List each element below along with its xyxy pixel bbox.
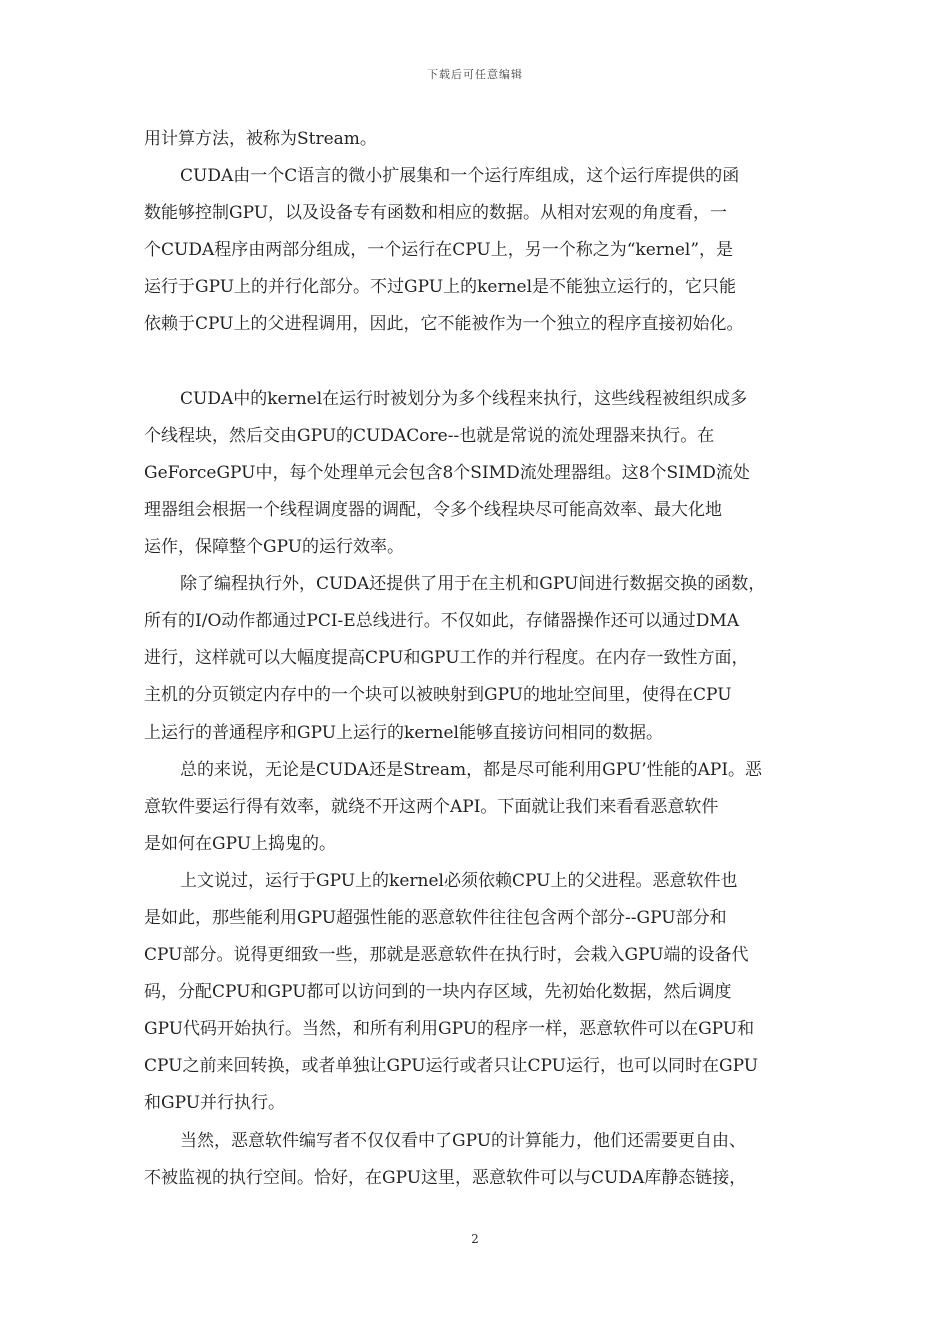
text-line: 不被监视的执行空间。恰好，在GPU这里，恶意软件可以与CUDA库静态链接， <box>144 1167 747 1188</box>
text-line: 运行于GPU上的并行化部分。不过GPU上的kernel是不能独立运行的，它只能 <box>144 277 737 298</box>
text-line: 数能够控制GPU，以及设备专有函数和相应的数据。从相对宏观的角度看，一 <box>144 203 728 224</box>
text-line: 运作，保障整个GPU的运行效率。 <box>144 537 405 558</box>
text-line: 个线程块，然后交由GPU的CUDACore--也就是常说的流处理器来执行。在 <box>144 425 715 446</box>
text-line: 用计算方法，被称为Stream。 <box>144 129 377 149</box>
text-line: 是如此，那些能利用GPU超强性能的恶意软件往往包含两个部分--GPU部分和 <box>144 907 727 928</box>
text-line: CPU部分。说得更细致一些，那就是恶意软件在执行时，会栽入GPU端的设备代 <box>144 945 749 966</box>
text-line: 主机的分页锁定内存中的一个块可以被映射到GPU的地址空间里，使得在CPU <box>144 685 732 706</box>
text-line: 除了编程执行外，CUDA还提供了用于在主机和GPU间进行数据交换的函数， <box>180 574 766 595</box>
text-line: 进行，这样就可以大幅度提高CPU和GPU工作的并行程度。在内存一致性方面， <box>144 648 749 669</box>
blank-line <box>144 344 812 381</box>
text-line: GeForceGPU中，每个处理单元会包含8个SIMD流处理器组。这8个SIMD流处 <box>144 462 750 483</box>
text-line: GPU代码开始执行。当然，和所有利用GPU的程序一样，恶意软件可以在GPU和 <box>144 1019 755 1040</box>
text-line: CUDA由一个C语言的微小扩展集和一个运行库组成，这个运行库提供的函 <box>180 166 740 187</box>
text-line: 总的来说，无论是CUDA还是Stream，都是尽可能利用GPU’性能的API。恶 <box>180 759 763 780</box>
text-line: 意软件要运行得有效率，就绕不开这两个API。下面就让我们来看看恶意软件 <box>144 796 719 817</box>
text-line: 个CUDA程序由两部分组成，一个运行在CPU上，另一个称之为“kernel”，是 <box>144 240 734 261</box>
text-line: 上运行的普通程序和GPU上运行的kernel能够直接访问相同的数据。 <box>144 722 663 743</box>
page-header: 下载后可任意编辑 <box>427 68 523 81</box>
text-line: 所有的I/O动作都通过PCI-E总线进行。不仅如此，存储器操作还可以通过DMA <box>144 611 740 632</box>
text-line: CUDA中的kernel在运行时被划分为多个线程来执行，这些线程被组织成多 <box>180 388 748 409</box>
text-line: 码，分配CPU和GPU都可以访问到的一块内存区域，先初始化数据，然后调度 <box>144 982 732 1003</box>
text-line: 是如何在GPU上捣鬼的。 <box>144 833 337 854</box>
document-body <box>144 121 812 1197</box>
text-line: 上文说过，运行于GPU上的kernel必须依赖CPU上的父进程。恶意软件也 <box>180 870 738 891</box>
text-line: 依赖于CPU上的父进程调用，因此，它不能被作为一个独立的程序直接初始化。 <box>144 314 744 335</box>
text-line: 和GPU并行执行。 <box>144 1093 286 1114</box>
text-line: 当然，恶意软件编写者不仅仅看中了GPU的计算能力，他们还需要更自由、 <box>180 1130 747 1151</box>
text-line: 理器组会根据一个线程调度器的调配，令多个线程块尽可能高效率、最大化地 <box>144 499 722 520</box>
page-number: 2 <box>471 1232 479 1246</box>
text-line: CPU之前来回转换，或者单独让GPU运行或者只让CPU运行，也可以同时在GPU <box>144 1056 759 1077</box>
